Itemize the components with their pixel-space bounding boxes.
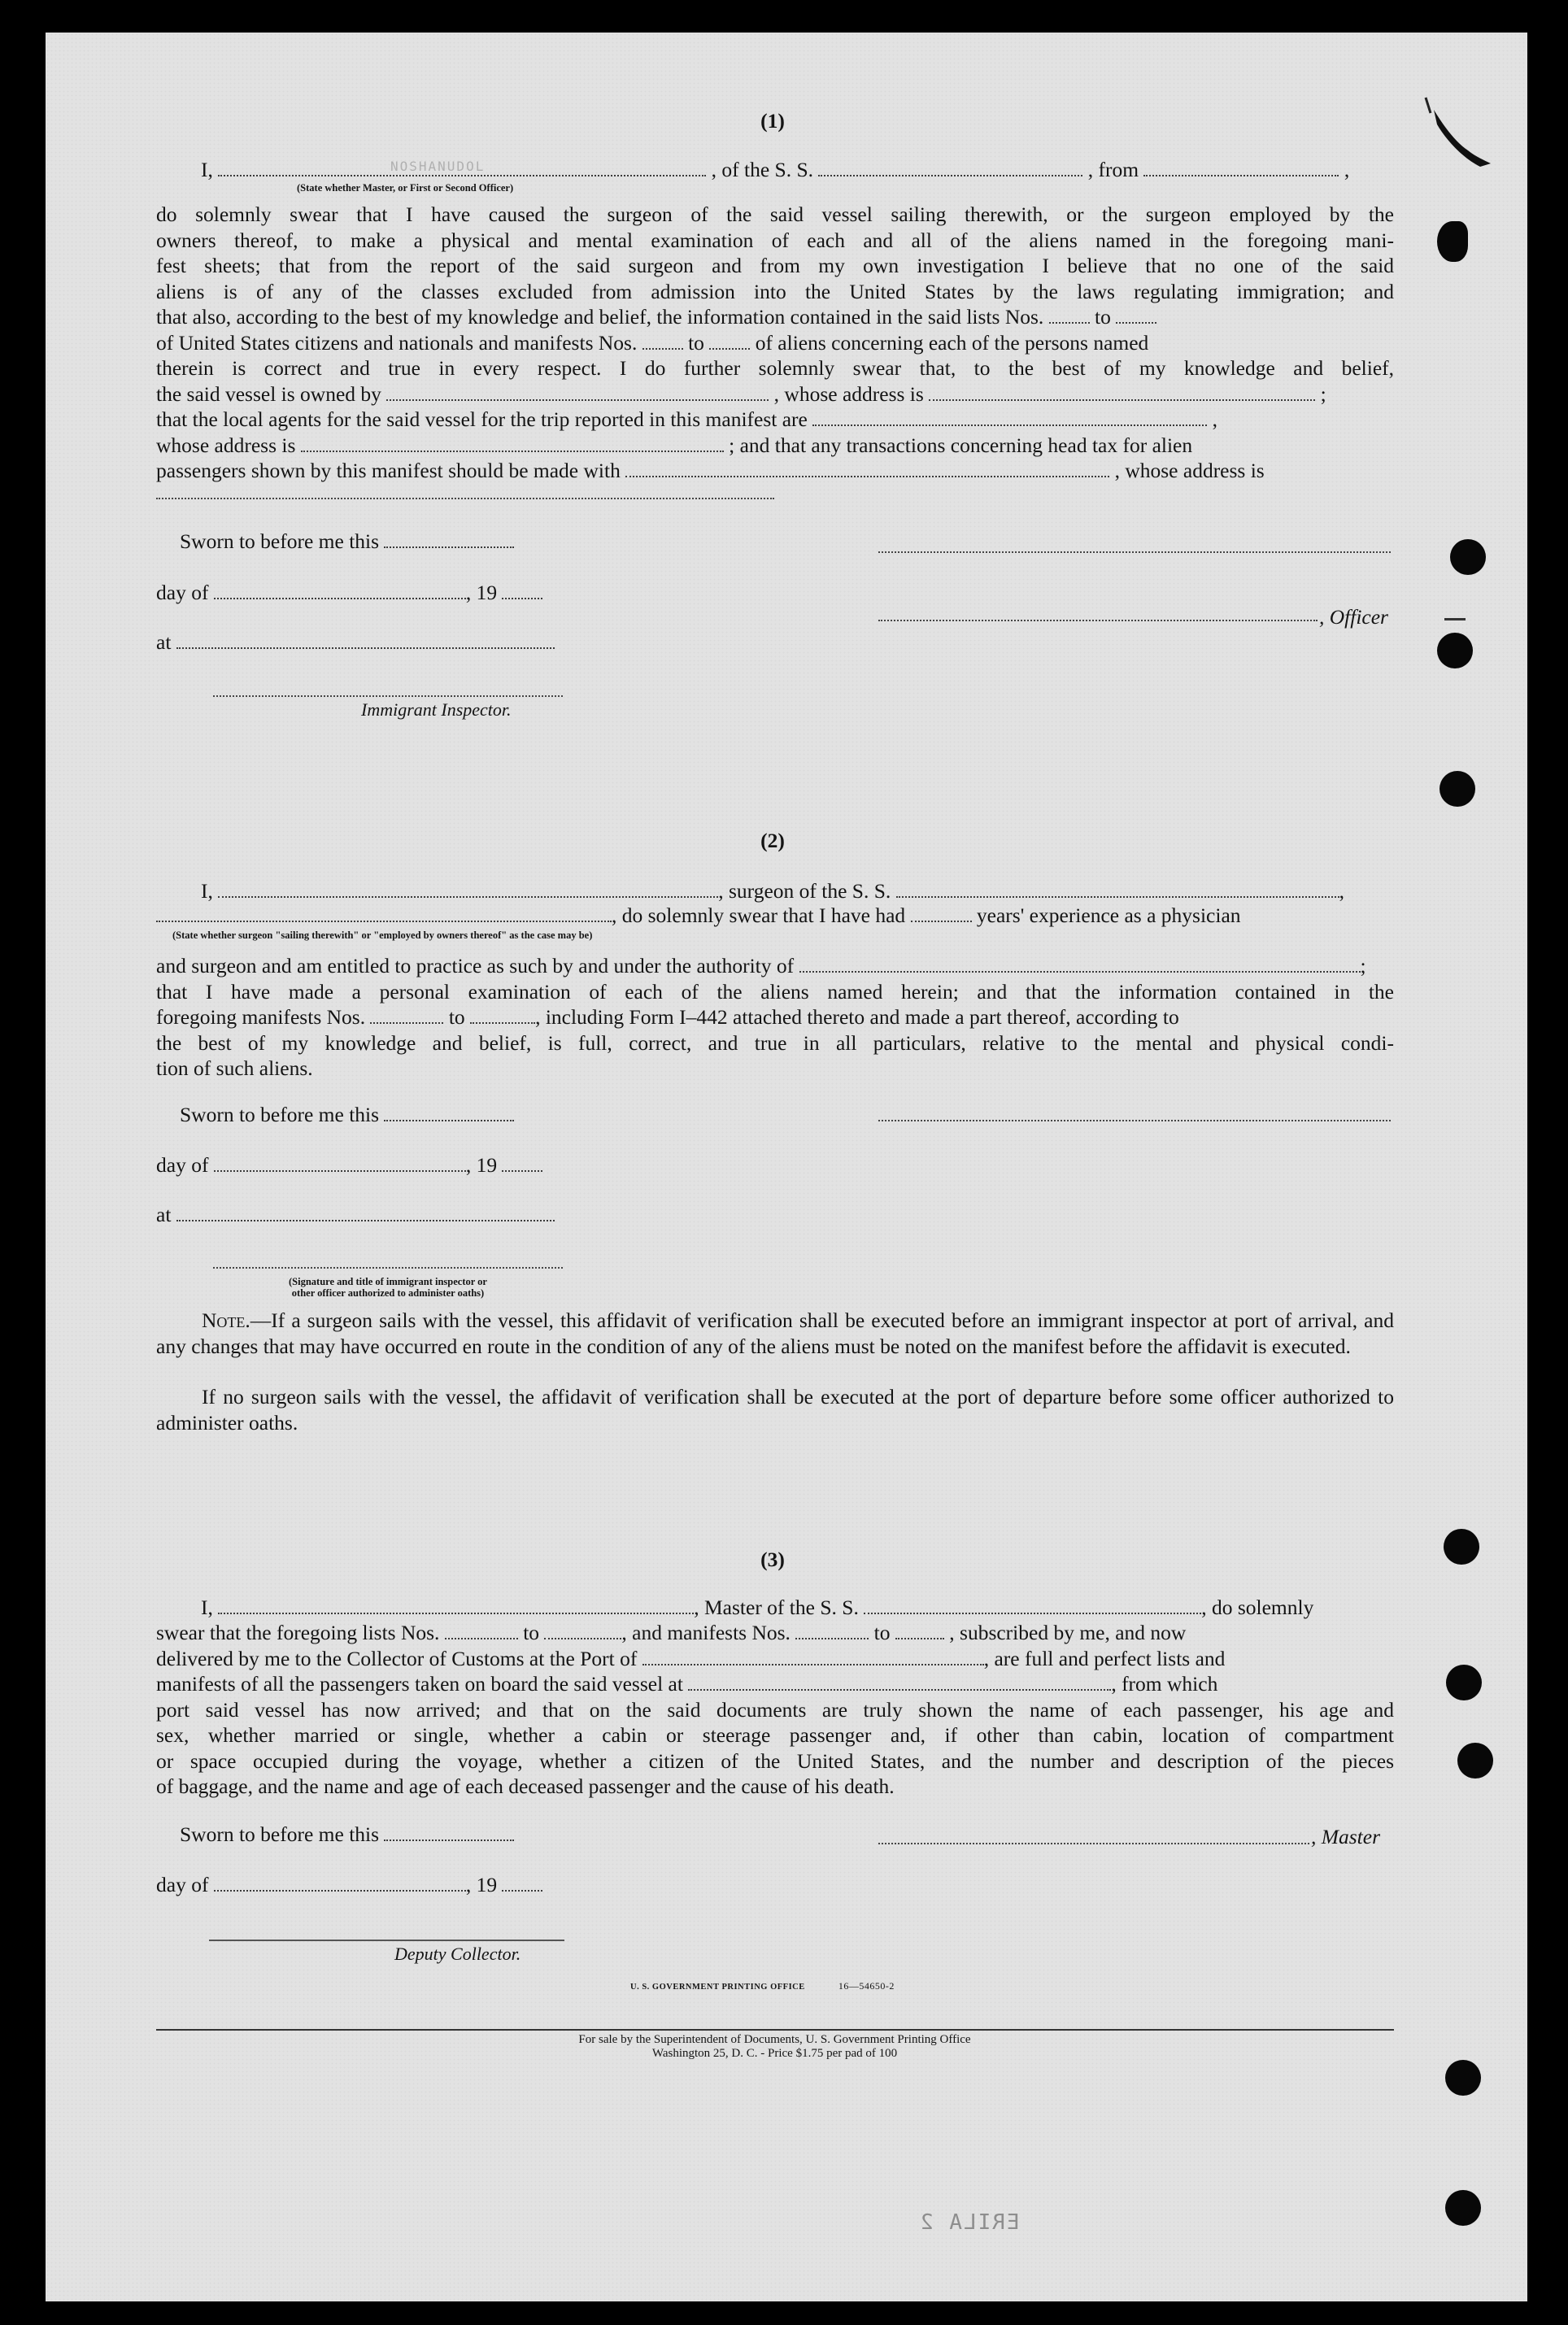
head-tax-address-field[interactable] <box>156 498 774 499</box>
s1-year-field[interactable] <box>502 581 542 599</box>
port-from-field[interactable] <box>1143 158 1339 176</box>
s1-paragraph <box>156 202 1394 484</box>
s2-para-line-4: that I have made a personal examination of each of the aliens named herein; and that the information contained in the <box>156 979 1394 1004</box>
sale-notice: For sale by the Superintendent of Documents, U. S. Government Printing Office Washington 25, D. C. - Price $1.75 per pad of 100 <box>578 2033 971 2060</box>
s2-para-line-6: the best of my knowledge and belief, is full, correct, and true in all particulars, relative to the mental and physical condi- <box>156 1030 1394 1055</box>
punch-hole-icon <box>1446 1665 1482 1700</box>
s2-sworn-date-field[interactable] <box>384 1103 514 1121</box>
s2-paragraph <box>156 953 1394 1082</box>
s1-officer-label: , Officer <box>1319 605 1388 629</box>
practice-authority-field[interactable] <box>799 954 1361 973</box>
s1-day-of: day of , 19 <box>156 580 542 606</box>
s2-place-field[interactable] <box>176 1203 555 1221</box>
s1-sworn: Sworn to before me this <box>180 529 514 555</box>
s3-paragraph <box>156 1620 1394 1800</box>
s2-note <box>156 1308 1394 1359</box>
s2-line-1: I, , surgeon of the S. S. , <box>201 879 1345 903</box>
s2-at: at <box>156 1202 555 1228</box>
s3-collector-signature-field[interactable] <box>209 1940 564 1941</box>
punch-hole-icon <box>1437 633 1473 668</box>
edge-tick-mark <box>1444 618 1466 620</box>
s1-inspector-signature-field[interactable] <box>213 695 563 697</box>
s2-manifests-from-field[interactable] <box>370 1005 443 1024</box>
head-tax-contact-field[interactable] <box>625 459 1109 477</box>
s1-para-line-3: fest sheets; that from the report of the said surgeon and from my own investigation I believe that no one of the said <box>156 254 1394 277</box>
s1-month-field[interactable] <box>214 581 466 599</box>
s1-place-field[interactable] <box>176 630 555 649</box>
form-number: 16—54650-2 <box>838 1980 895 1992</box>
s2-month-field[interactable] <box>214 1153 466 1172</box>
note-label: Note. <box>202 1308 250 1332</box>
s3-master-signature-field[interactable] <box>878 1843 1309 1844</box>
s2-para-line-3: and surgeon and am entitled to practice as such by and under the authority of ; <box>156 954 1366 977</box>
s3-sworn-date-field[interactable] <box>384 1822 514 1841</box>
s2-day-of: day of , 19 <box>156 1152 542 1178</box>
handwritten-name: NOSHANUDOL <box>390 159 486 174</box>
s3-manifests-to-field[interactable] <box>895 1621 944 1639</box>
s1-i-label: I, <box>201 158 213 181</box>
s3-para-line-3: delivered by me to the Collector of Customs at the Port of , are full and perfect lists and <box>156 1646 1226 1670</box>
s3-para-line-4: manifests of all the passengers taken on board the said vessel at , from which <box>156 1672 1218 1696</box>
agents-address-field[interactable] <box>301 433 724 452</box>
punch-hole-icon <box>1437 221 1468 262</box>
manifests-from-field[interactable] <box>642 331 683 350</box>
s2-para-line-7: tion of such aliens. <box>156 1056 313 1080</box>
footer-rule <box>156 2029 1394 2031</box>
local-agents-field[interactable] <box>812 407 1207 426</box>
lists-from-field[interactable] <box>1049 305 1090 324</box>
s2-manifests-to-field[interactable] <box>470 1005 535 1024</box>
s3-year-field[interactable] <box>502 1873 542 1892</box>
section-2-number: (2) <box>760 829 785 852</box>
s2-year-field[interactable] <box>502 1153 542 1172</box>
s1-para-line-7: therein is correct and true in every respect. I do further solemnly swear that, to the best of my knowledge and belief, <box>156 356 1394 380</box>
section-1-number: (1) <box>760 109 785 133</box>
s3-sworn: Sworn to before me this <box>180 1822 514 1848</box>
s2-line-2: , do solemnly swear that I have had years' experience as a physician <box>156 903 1241 929</box>
section-3-number: (3) <box>760 1548 785 1571</box>
ship-name-field[interactable] <box>818 158 1082 176</box>
s3-ship-name-field[interactable] <box>864 1596 1201 1614</box>
s3-para-line-2: swear that the foregoing lists Nos. to , and manifests Nos. to , subscribed by me, and now <box>156 1621 1187 1644</box>
s3-master-label: , Master <box>1311 1825 1380 1848</box>
s1-para-line-2: owners thereof, to make a physical and mental examination of each and all of the aliens named in the foregoing mani- <box>156 228 1394 252</box>
s1-para-line-8: the said vessel is owned by , whose address is ; <box>156 381 1326 406</box>
punch-hole-icon <box>1457 1743 1493 1779</box>
s2-surgeon-signature-field[interactable] <box>878 1120 1391 1121</box>
owner-address-field[interactable] <box>929 382 1315 401</box>
surgeon-note: (State whether surgeon "sailing therewith" or "employed by owners thereof" as the case may be) <box>172 930 593 941</box>
s2-para-line-5: foregoing manifests Nos. to , including Form I–442 attached thereto and made a part thereof, according to <box>156 1005 1179 1029</box>
s3-collector-label: Deputy Collector. <box>394 1944 521 1964</box>
years-experience-field[interactable] <box>911 903 972 922</box>
port-of-field[interactable] <box>642 1647 984 1665</box>
s2-sworn: Sworn to before me this <box>180 1102 514 1128</box>
punch-hole-icon <box>1444 1529 1479 1565</box>
surgeon-name-field[interactable] <box>218 879 718 898</box>
s1-para-line-6: of United States citizens and nationals and manifests Nos. to of aliens concerning each of the persons named <box>156 330 1149 355</box>
s1-para-line-5: that also, according to the best of my knowledge and belief, the information contained in the said lists Nos. to <box>156 304 1394 330</box>
s2-inspector-signature-field[interactable] <box>213 1267 563 1269</box>
s1-from-label: , from <box>1087 158 1139 181</box>
s1-para-line-1: do solemnly swear that I have caused the surgeon of the said vessel sailing therewith, or the surgeon employed by the <box>156 202 1394 226</box>
s3-day-of: day of , 19 <box>156 1872 542 1898</box>
s2-ship-name-field[interactable] <box>896 879 1339 898</box>
punch-hole-icon <box>1445 2190 1481 2226</box>
s3-manifests-from-field[interactable] <box>795 1621 869 1639</box>
bleed-through-stamp: ERILA 2 <box>919 2210 1020 2235</box>
s3-month-field[interactable] <box>214 1873 466 1892</box>
s1-sworn-date-field[interactable] <box>384 529 514 548</box>
s1-line-1: I, , of the S. S. , from , <box>201 158 1350 181</box>
gpo-imprint: U. S. GOVERNMENT PRINTING OFFICE 16—54650-2 <box>630 1980 895 1992</box>
s1-para-line-10: whose address is ; and that any transactions concerning head tax for alien <box>156 433 1193 457</box>
s3-para-line-6: sex, whether married or single, whether a cabin or steerage passenger and, if other than cabin, location of compartment <box>156 1723 1394 1747</box>
s3-para-line-8: of baggage, and the name and age of each deceased passenger and the cause of his death. <box>156 1774 895 1798</box>
s3-lists-from-field[interactable] <box>445 1621 518 1639</box>
s3-line-1: I, , Master of the S. S. , do solemnly <box>201 1596 1314 1619</box>
manifests-to-field[interactable] <box>709 331 750 350</box>
s1-officer-title-field[interactable] <box>878 620 1318 621</box>
lists-to-field[interactable] <box>1116 305 1156 324</box>
officer-note: (State whether Master, or First or Second Officer) <box>297 182 514 194</box>
s1-para-line-11: passengers shown by this manifest should be made with , whose address is <box>156 459 1265 482</box>
s1-inspector-label: Immigrant Inspector. <box>361 699 512 720</box>
owner-field[interactable] <box>386 382 769 401</box>
s3-para-line-5: port said vessel has now arrived; and that on the said documents are truly shown the name of each passenger, his age and <box>156 1697 1394 1722</box>
boarding-port-field[interactable] <box>688 1672 1111 1691</box>
s3-para-line-7: or space occupied during the voyage, whether a citizen of the United States, and the number and description of the pieces <box>156 1748 1394 1773</box>
s1-at: at <box>156 629 555 655</box>
s1-para-line-9: that the local agents for the said vessel for the trip reported in this manifest are , <box>156 407 1217 431</box>
s3-lists-to-field[interactable] <box>544 1621 621 1639</box>
note-text: —If a surgeon sails with the vessel, this affidavit of verification shall be executed before an immigrant inspector at port of arrival, and any changes that may have occurred en route in the condition of any of the aliens must be noted on the manifest before the affidavit is executed. <box>156 1308 1394 1358</box>
punch-hole-icon <box>1445 2060 1481 2096</box>
torn-corner-mark-icon <box>1419 94 1492 167</box>
s2-signature-note: (Signature and title of immigrant inspector or other officer authorized to administer oaths) <box>289 1276 487 1299</box>
surgeon-status-field[interactable] <box>156 903 612 922</box>
punch-hole-icon <box>1440 771 1475 807</box>
s1-para-line-4: aliens is of any of the classes excluded from admission into the United States by the laws regulating immigration; and <box>156 279 1394 303</box>
s3-master-name-field[interactable] <box>218 1596 694 1614</box>
s1-of-ss-label: , of the S. S. <box>711 158 814 181</box>
s1-officer-signature-field[interactable] <box>878 551 1391 553</box>
punch-hole-icon <box>1450 539 1486 575</box>
s2-note-2: If no surgeon sails with the vessel, the affidavit of verification shall be executed at the port of departure before some officer authorized to administer oaths. <box>156 1385 1394 1435</box>
